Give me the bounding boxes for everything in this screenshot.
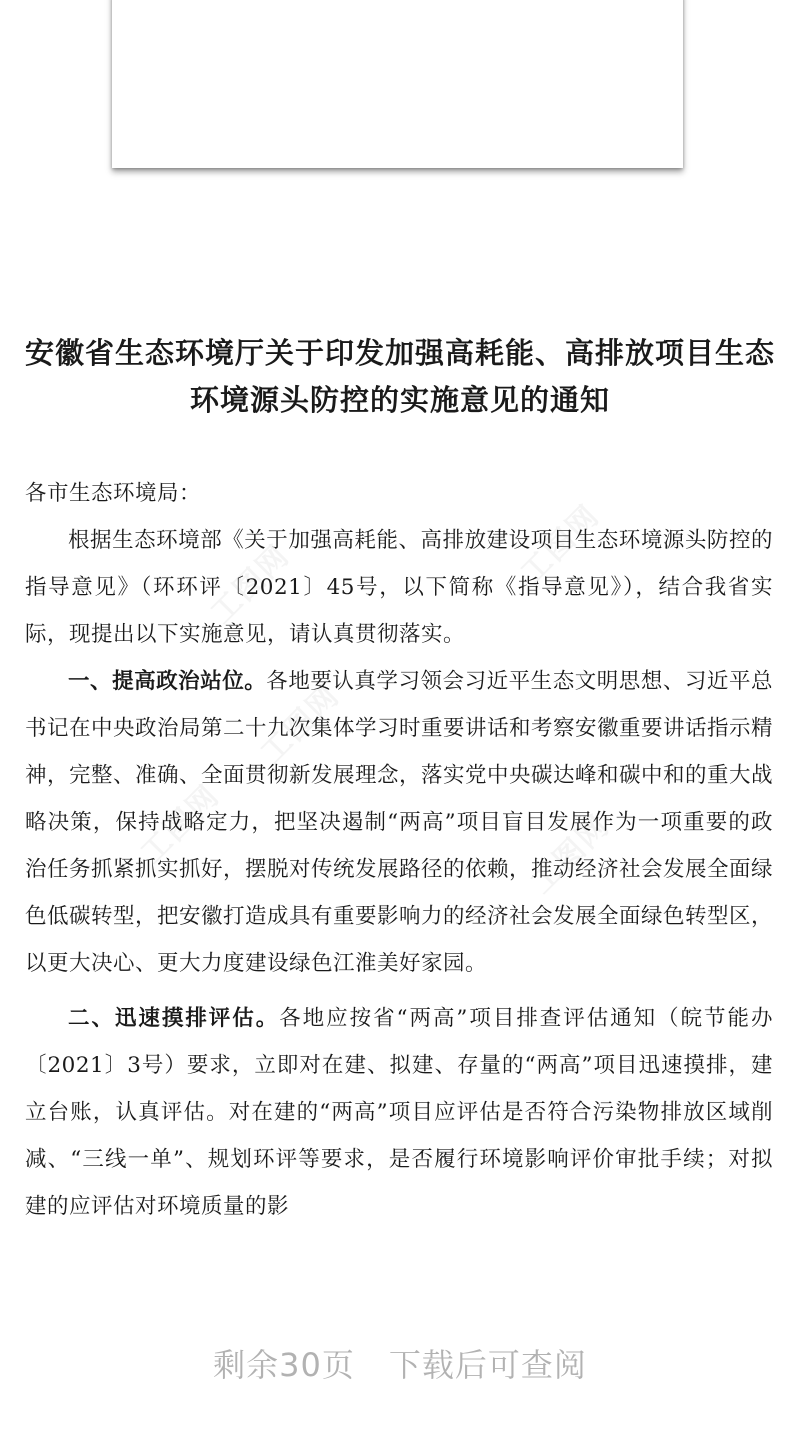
document-title: 安徽省生态环境厅关于印发加强高耗能、高排放项目生态环境源头防控的实施意见的通知 (24, 336, 775, 417)
remaining-pages-label: 剩余30页 (213, 1346, 355, 1384)
download-to-view-banner[interactable] (0, 1340, 800, 1386)
paragraph-section-2 (25, 995, 773, 1230)
watermark: 工图网 (254, 678, 347, 771)
watermark: 工图网 (514, 498, 607, 591)
paragraph-text: 根据生态环境部《关于加强高耗能、高排放建设项目生态环境源头防控的指导意见》（环环评〔2021〕45号，以下简称《指导意见》），结合我省实际，现提出以下实施意见，请认真贯彻落实。 (25, 528, 773, 647)
salutation: 各市生态环境局： (25, 481, 202, 506)
paragraph-intro (25, 517, 773, 658)
section-heading: 二、迅速摸排评估。 (68, 1006, 280, 1031)
previous-page-preview (112, 0, 683, 168)
download-prompt-label: 下载后可查阅 (388, 1346, 587, 1384)
watermark: 工图网 (134, 778, 227, 871)
section-heading: 一、提高政治站位。 (68, 669, 267, 694)
watermark: 工图网 (524, 808, 617, 901)
paragraph-text: 各地要认真学习领会习近平生态文明思想、习近平总书记在中央政治局第二十九次集体学习时重要讲话和考察安徽重要讲话指示精神，完整、准确、全面贯彻新发展理念，落实党中央碳达峰和碳中和的重大战略决策，保持战略定力，把坚决遏制“两高”项目盲目发展作为一项重要的政治任务抓紧抓实抓好，摆脱对传统发展路径的依赖，推动经济社会发展全面绿色低碳转型，把安徽打造成具有重要影响力的经济社会发展全面绿色转型区，以更大决心、更大力度建设绿色江淮美好家园。 (25, 669, 774, 976)
watermark: 工图网 (204, 538, 297, 631)
paragraph-section-1 (25, 658, 773, 987)
document-body (25, 470, 773, 1230)
paragraph-text: 各地应按省“两高”项目排查评估通知（皖节能办〔2021〕3号）要求，立即对在建、拟建、存量的“两高”项目迅速摸排，建立台账，认真评估。对在建的“两高”项目应评估是否符合污染物排放区域削减、“三线一单”、规划环评等要求，是否履行环境影响评价审批手续；对拟建的应评估对环境质量的影 (25, 1006, 773, 1219)
